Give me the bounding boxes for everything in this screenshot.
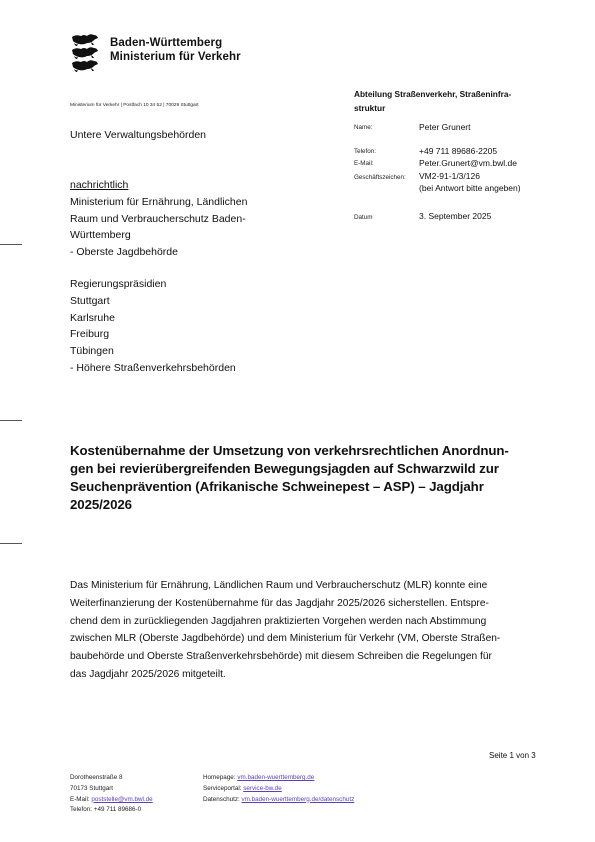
footer-phone: Telefon: +49 711 89686-0: [70, 806, 142, 814]
recipient-line: - Oberste Jagdbehörde: [70, 246, 178, 259]
footer-street: Dorotheenstraße 8: [70, 774, 123, 781]
name-label: Name:: [354, 124, 373, 131]
body-line: Das Ministerium für Ernährung, Ländlichen Raum und Verbraucherschutz (MLR) konnte eine: [70, 580, 488, 591]
date-label: Datum: [354, 214, 373, 221]
reference-number: VM2-91-1/3/126: [419, 171, 480, 181]
letter-body: [70, 577, 548, 684]
subject-line: gen bei revierübergreifenden Bewegungsjagden auf Schwarzwild zur: [70, 461, 499, 476]
recipient-line: Karlsruhe: [70, 311, 115, 324]
recipient-line: - Höhere Straßenverkehrsbehörden: [70, 361, 236, 374]
body-line: zwischen MLR (Oberste Jagdbehörde) und dem Ministerium für Verkehr (VM, Oberste Straßen-: [70, 633, 501, 645]
fold-mark: [0, 244, 22, 245]
footer-homepage-row: [203, 773, 354, 784]
logo-ministry: Ministerium für Verkehr: [110, 51, 241, 63]
footer-city: 70173 Stuttgart: [70, 784, 114, 792]
fold-mark: [0, 543, 22, 544]
recipient-cc-block: [70, 177, 247, 261]
letter-subject: [70, 442, 548, 514]
footer-service-label: Serviceportal:: [203, 784, 242, 792]
footer-email-label: E-Mail:: [70, 795, 90, 803]
footer-service-row: [203, 784, 354, 795]
department-line: Abteilung Straßenverkehr, Straßeninfra-: [354, 89, 512, 99]
fold-mark: [0, 420, 22, 421]
footer-privacy-link[interactable]: vm.baden-wuerttemberg.de/datenschutz: [241, 795, 355, 803]
recipient-primary: [70, 127, 206, 144]
body-line: Weiterfinanzierung der Kostenübernahme für das Jagdjahr 2025/2026 sicherstellen. Entspre-: [70, 597, 489, 609]
coat-of-arms-lions-icon: [70, 33, 100, 77]
email-value[interactable]: Peter.Grunert@vm.bwl.de: [419, 158, 517, 168]
phone-label: Telefon:: [354, 148, 377, 155]
recipient-line: Freiburg: [70, 328, 110, 341]
recipient-line: Tübingen: [70, 345, 114, 358]
reference-label: Geschäftszeichen:: [354, 174, 406, 181]
body-line: chend dem in zurückliegenden Jagdjahren praktizierten Vorgehen werden nach Abstimmung: [70, 615, 487, 627]
footer-service-link[interactable]: service-bw.de: [243, 784, 282, 792]
recipient-rp-block: [70, 276, 236, 377]
nachrichtlich-label: nachrichtlich: [70, 179, 129, 191]
recipient-line: Regierungspräsidien: [70, 278, 167, 290]
recipient-line: Württemberg: [70, 229, 131, 242]
footer-email-link[interactable]: poststelle@vm.bwl.de: [91, 795, 153, 803]
logo-state: Baden-Württemberg: [110, 37, 223, 49]
subject-line: Seuchenprävention (Afrikanische Schweinepest – ASP) – Jagdjahr: [70, 479, 484, 494]
date-value: 3. September 2025: [419, 211, 492, 221]
logo-text: [110, 36, 241, 64]
footer-address: [70, 773, 153, 816]
subject-line: Kostenübernahme der Umsetzung von verkehrsrechtlichen Anordnun-: [70, 443, 509, 458]
reference-value: [419, 171, 521, 194]
footer-email-row: [70, 795, 153, 806]
recipient-line: Stuttgart: [70, 294, 110, 307]
department-heading: [354, 88, 554, 115]
subject-line: 2025/2026: [70, 497, 132, 512]
department-line: struktur: [354, 102, 386, 113]
footer-links: [203, 773, 354, 805]
body-line: baubehörde und Oberste Straßenverkehrsbehörde) mit diesem Schreiben die Regelungen für: [70, 651, 492, 663]
email-label: E-Mail:: [354, 160, 374, 167]
name-value: Peter Grunert: [419, 122, 471, 132]
body-line: das Jagdjahr 2025/2026 mitgeteilt.: [70, 668, 226, 680]
sender-address-line: Ministerium für Verkehr | Postfach 10 34 52 | 70029 Stuttgart: [70, 103, 199, 108]
footer-privacy-label: Datenschutz:: [203, 795, 240, 803]
recipient-primary-text: Untere Verwaltungsbehörden: [70, 129, 207, 141]
recipient-line: Ministerium für Ernährung, Ländlichen: [70, 195, 248, 208]
page-number: Seite 1 von 3: [489, 751, 536, 760]
footer-privacy-row: [203, 795, 354, 806]
footer-homepage-link[interactable]: vm.baden-wuerttemberg.de: [237, 774, 315, 781]
footer-homepage-label: Homepage:: [203, 774, 236, 781]
ministry-logo: [70, 33, 260, 77]
reference-note: (bei Antwort bitte angeben): [419, 182, 521, 193]
phone-value: +49 711 89686-2205: [419, 146, 498, 156]
recipient-line: Raum und Verbraucherschutz Baden-: [70, 212, 246, 225]
